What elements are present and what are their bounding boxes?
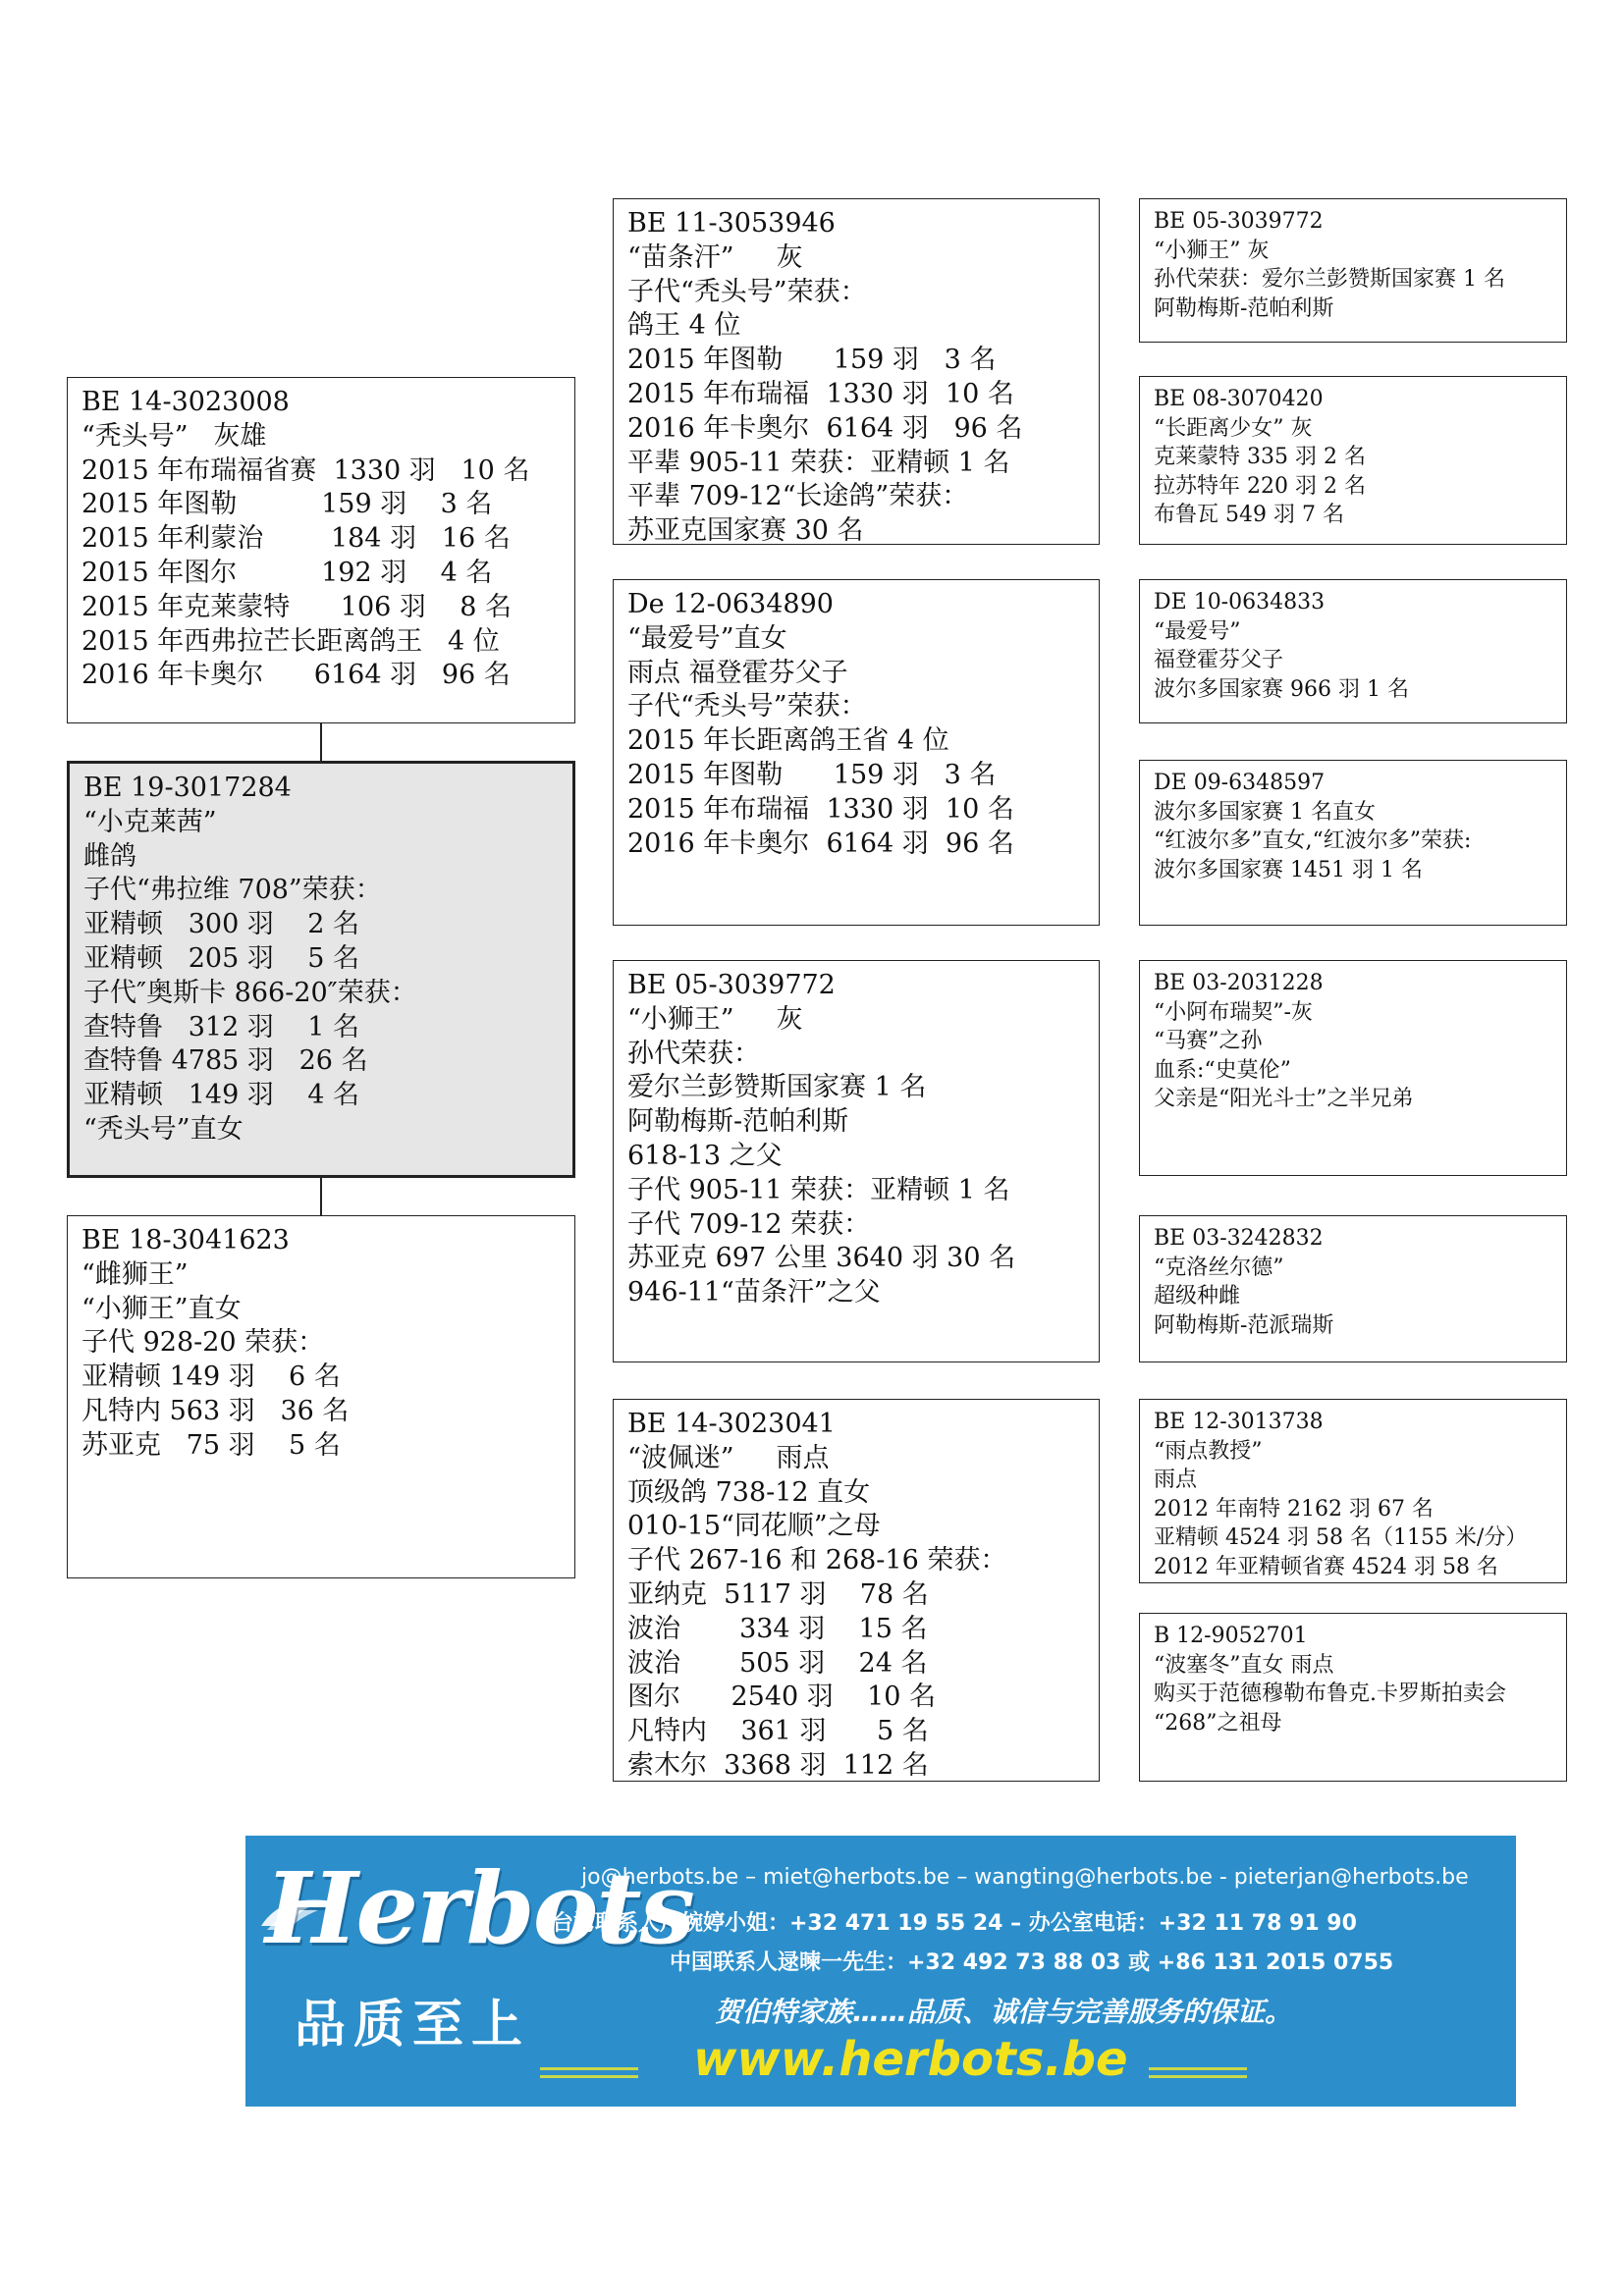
- taiwan-contact: 台湾联系人卢婉婷小姐：+32 471 19 55 24 – 办公室电话：+32 11 78 91 90: [552, 1911, 1357, 1936]
- card-line: 血系:“史莫伦”: [1154, 1057, 1291, 1083]
- card-line: 布鲁瓦 549 羽 7 名: [1154, 503, 1344, 527]
- connector-sire-subject: [320, 723, 322, 761]
- card-line: 2015 年利蒙治 184 羽 16 名: [81, 523, 511, 555]
- card-line: 购买于范德穆勒布鲁克.卡罗斯拍卖会: [1154, 1682, 1506, 1706]
- sire-sire-card: [613, 198, 1100, 545]
- card-line: 平辈 905-11 荣获：亚精顿 1 名: [627, 447, 1010, 478]
- card-line: 亚精顿 149 羽 4 名: [83, 1080, 359, 1111]
- dd-sire-card: [1139, 1399, 1567, 1583]
- ds-dam-card: [1139, 1215, 1567, 1362]
- card-line: 2015 年图勒 159 羽 3 名: [81, 489, 493, 520]
- card-line: 010-15“同花顺”之母: [627, 1511, 881, 1542]
- subject-card: [67, 761, 575, 1178]
- card-line: 苏亚克 75 羽 5 名: [81, 1429, 341, 1461]
- dam-sire-card: [613, 960, 1100, 1362]
- ss-sire-card: [1139, 198, 1567, 343]
- card-line: 波治 505 羽 24 名: [627, 1647, 928, 1679]
- ring-number: BE 05-3039772: [627, 970, 836, 1000]
- card-line: 爱尔兰彭赞斯国家赛 1 名: [627, 1072, 927, 1103]
- card-line: 苏亚克国家赛 30 名: [627, 515, 864, 545]
- card-line: “马赛”之孙: [1154, 1029, 1263, 1053]
- card-line: 2015 年布瑞福 1330 羽 10 名: [627, 378, 1014, 409]
- card-line: 查特鲁 312 羽 1 名: [83, 1011, 359, 1042]
- card-line: 雌鸽: [83, 840, 136, 872]
- ring-number: BE 14-3023041: [627, 1409, 836, 1439]
- card-line: “长距离少女” 灰: [1154, 415, 1313, 441]
- website-link[interactable]: www.herbots.be: [693, 2032, 1128, 2087]
- sd-dam-card: [1139, 760, 1567, 926]
- card-line: “克洛丝尔德”: [1154, 1255, 1284, 1280]
- card-line: 父亲是“阳光斗士”之半兄弟: [1154, 1087, 1414, 1111]
- card-line: 子代 709-12 荣获：: [627, 1208, 871, 1240]
- card-line: 2012 年亚精顿省赛 4524 羽 58 名: [1154, 1554, 1498, 1579]
- connector-subject-dam: [320, 1178, 322, 1215]
- card-line: 波治 334 羽 15 名: [627, 1613, 928, 1644]
- card-line: 阿勒梅斯-范帕利斯: [627, 1106, 849, 1138]
- card-line: “波塞冬”直女 雨点: [1154, 1652, 1334, 1678]
- card-line: 2015 年图尔 192 羽 4 名: [81, 557, 493, 588]
- ring-number: DE 09-6348597: [1154, 771, 1326, 795]
- deco-line-right: [1149, 2067, 1247, 2070]
- herbots-logo: Herbots: [265, 1850, 693, 1966]
- card-line: 618-13 之父: [627, 1140, 783, 1171]
- email-list[interactable]: jo@herbots.be – miet@herbots.be – wangting@herbots.be - pieterjan@herbots.be: [581, 1865, 1469, 1890]
- card-line: 子代 267-16 和 268-16 荣获：: [627, 1545, 1007, 1576]
- ring-number: BE 08-3070420: [1154, 387, 1324, 411]
- card-line: 拉苏特年 220 羽 2 名: [1154, 473, 1366, 499]
- card-line: “秃头号” 灰雄: [81, 420, 267, 452]
- card-line: 图尔 2540 羽 10 名: [627, 1682, 937, 1713]
- card-line: 波尔多国家赛 966 羽 1 名: [1154, 676, 1409, 702]
- card-line: 阿勒梅斯-范派瑞斯: [1154, 1312, 1334, 1338]
- slogan: 贺伯特家族……品质、诚信与完善服务的保证。: [715, 1996, 1293, 2028]
- sire-dam-card: [613, 579, 1100, 926]
- card-line: 亚精顿 149 羽 6 名: [81, 1362, 341, 1393]
- ring-number: DE 10-0634833: [1154, 590, 1326, 614]
- card-line: 2015 年布瑞福 1330 羽 10 名: [627, 793, 1014, 825]
- card-line: 2012 年南特 2162 羽 67 名: [1154, 1496, 1434, 1522]
- card-line: “雌狮王”: [81, 1258, 189, 1290]
- card-line: 子代“秃头号”荣获：: [627, 276, 867, 307]
- card-line: 亚精顿 4524 羽 58 名（1155 米/分）: [1154, 1525, 1528, 1550]
- ring-number: BE 18-3041623: [81, 1225, 290, 1255]
- ring-number: BE 12-3013738: [1154, 1410, 1324, 1434]
- card-line: 子代 905-11 荣获：亚精顿 1 名: [627, 1174, 1010, 1205]
- card-line: 超级种雌: [1154, 1284, 1241, 1308]
- tagline: 品质至上: [295, 1996, 531, 2055]
- card-line: 平辈 709-12“长途鸽”荣获：: [627, 481, 969, 512]
- card-line: 福登霍芬父子: [1154, 648, 1284, 672]
- card-line: 波尔多国家赛 1 名直女: [1154, 799, 1376, 825]
- card-line: 波尔多国家赛 1451 羽 1 名: [1154, 857, 1423, 882]
- card-line: 阿勒梅斯-范帕利斯: [1154, 295, 1334, 321]
- ring-number: B 12-9052701: [1154, 1624, 1308, 1648]
- card-line: 顶级鸽 738-12 直女: [627, 1476, 871, 1508]
- ss-dam-card: [1139, 376, 1567, 545]
- card-line: 雨点: [1154, 1468, 1198, 1492]
- card-line: “小狮王” 灰: [627, 1003, 803, 1035]
- dd-dam-card: [1139, 1613, 1567, 1782]
- card-line: 苏亚克 697 公里 3640 羽 30 名: [627, 1243, 1016, 1274]
- card-line: 946-11“苗条汗”之父: [627, 1277, 881, 1308]
- card-line: 2015 年克莱蒙特 106 羽 8 名: [81, 591, 512, 622]
- card-line: “苗条汗” 灰: [627, 241, 803, 273]
- card-line: “最爱号”: [1154, 618, 1241, 644]
- card-line: 2015 年布瑞福省赛 1330 羽 10 名: [81, 454, 530, 486]
- card-line: 2016 年卡奥尔 6164 羽 96 名: [627, 828, 1014, 859]
- deco-line-right-2: [1149, 2075, 1247, 2078]
- ring-number: BE 03-3242832: [1154, 1226, 1324, 1251]
- card-line: “秃头号”直女: [83, 1113, 244, 1145]
- card-line: 2015 年图勒 159 羽 3 名: [627, 345, 997, 376]
- card-line: 2015 年西弗拉芒长距离鸽王 4 位: [81, 625, 500, 657]
- contact-banner: [245, 1836, 1516, 2107]
- card-line: 克莱蒙特 335 羽 2 名: [1154, 445, 1366, 469]
- card-line: “268”之祖母: [1154, 1710, 1282, 1735]
- card-line: 凡特内 361 羽 5 名: [627, 1716, 929, 1747]
- ring-number: BE 03-2031228: [1154, 971, 1324, 995]
- sd-sire-card: [1139, 579, 1567, 723]
- card-line: “小狮王”直女: [81, 1293, 242, 1324]
- card-line: 索木尔 3368 羽 112 名: [627, 1749, 929, 1781]
- card-line: 子代“秃头号”荣获：: [627, 691, 867, 722]
- card-line: 亚纳克 5117 羽 78 名: [627, 1578, 929, 1610]
- card-line: 2015 年长距离鸽王省 4 位: [627, 725, 949, 757]
- card-line: “小狮王” 灰: [1154, 238, 1270, 263]
- sire-card: [67, 377, 575, 723]
- ring-number: BE 11-3053946: [627, 208, 836, 239]
- card-line: 子代 928-20 荣获：: [81, 1327, 325, 1359]
- dam-dam-card: [613, 1399, 1100, 1782]
- deco-line-left-2: [540, 2075, 638, 2078]
- card-line: “小克莱茜”: [83, 806, 217, 837]
- card-line: 亚精顿 300 羽 2 名: [83, 909, 359, 940]
- ds-sire-card: [1139, 960, 1567, 1176]
- ring-number: BE 19-3017284: [83, 773, 292, 803]
- card-line: “最爱号”直女: [627, 622, 787, 654]
- card-line: 2016 年卡奥尔 6164 羽 96 名: [627, 412, 1023, 444]
- card-line: 2015 年图勒 159 羽 3 名: [627, 759, 997, 790]
- ring-number: BE 14-3023008: [81, 387, 290, 417]
- card-line: 雨点 福登霍芬父子: [627, 657, 848, 688]
- card-line: 子代″奥斯卡 866-20″荣获：: [83, 977, 417, 1008]
- card-line: 凡特内 563 羽 36 名: [81, 1395, 350, 1426]
- dam-card: [67, 1215, 575, 1578]
- card-line: 查特鲁 4785 羽 26 名: [83, 1045, 368, 1077]
- card-line: 鸽王 4 位: [627, 310, 741, 342]
- card-line: 孙代荣获：: [627, 1038, 760, 1069]
- card-line: 子代“弗拉维 708”荣获：: [83, 875, 382, 906]
- china-contact: 中国联系人逯暕一先生：+32 492 73 88 03 或 +86 131 2015 0755: [670, 1950, 1394, 1975]
- card-line: 孙代荣获：爱尔兰彭赞斯国家赛 1 名: [1154, 267, 1505, 292]
- card-line: “小阿布瑞契”-灰: [1154, 999, 1313, 1025]
- card-line: 2016 年卡奥尔 6164 羽 96 名: [81, 660, 511, 691]
- card-line: “波佩迷” 雨点: [627, 1442, 830, 1473]
- deco-line-left: [540, 2067, 638, 2070]
- card-line: “红波尔多”直女,“红波尔多”荣获:: [1154, 828, 1472, 853]
- card-line: “雨点教授”: [1154, 1438, 1263, 1464]
- card-line: 亚精顿 205 羽 5 名: [83, 942, 359, 974]
- ring-number: De 12-0634890: [627, 589, 834, 619]
- ring-number: BE 05-3039772: [1154, 209, 1324, 234]
